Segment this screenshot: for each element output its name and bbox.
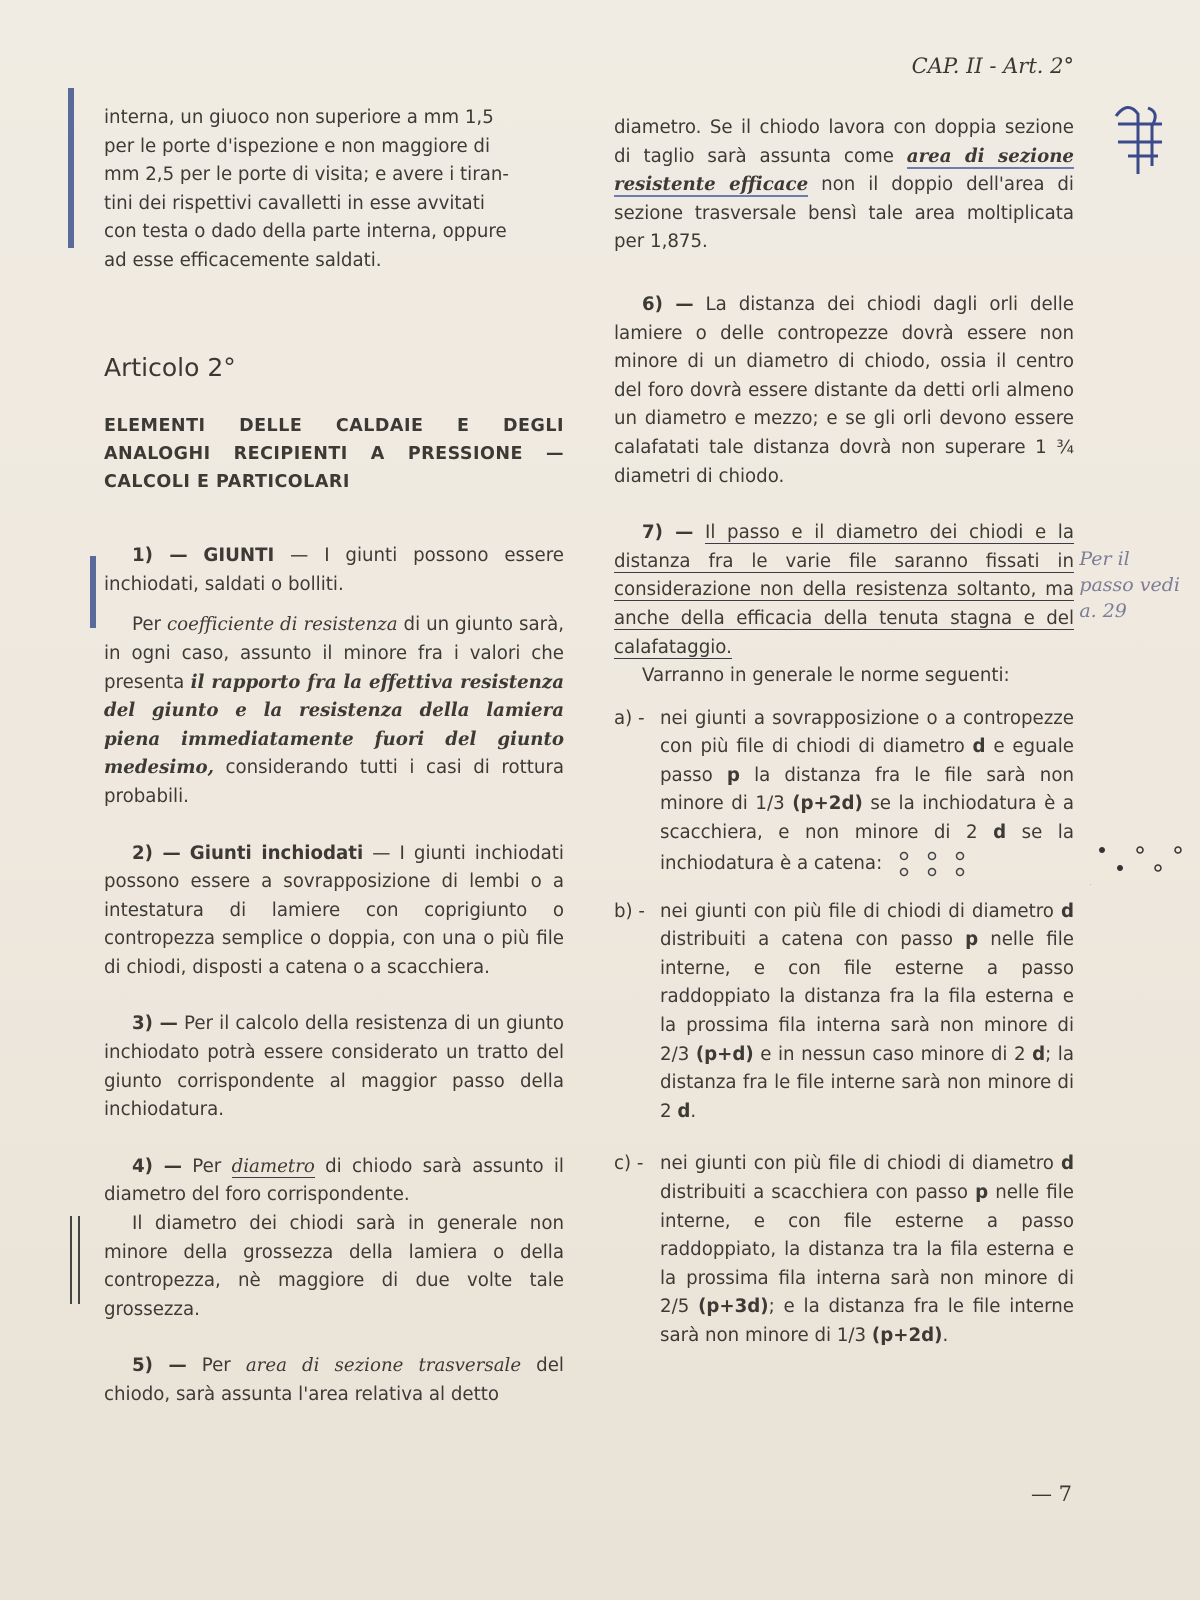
rule-c: c) - nei giunti con più file di chiodi di diametro d distribuiti a scacchiera con passo p nelle file interne, e con file esterne a passo raddoppiato, la distanza tra la fila esterna e la prossima fila interna sarà non minore di 2/5 (p+3d); e la distanza fra le file interne sarà non minore di 1/3 (p+2d). [614,1153,1074,1346]
article-subtitle: ANALOGHI RECIPIENTI A PRESSIONE — [104,444,564,465]
section-4: 4) — Per diametro di chiodo sarà assunto il diametro del foro corrispondente. [104,1155,564,1206]
margin-marker [68,88,74,248]
chain-rivet-diagram [894,848,974,880]
section-7-rules-intro: Varranno in generale le norme seguenti: [642,665,1010,687]
handwritten-doodle [1108,96,1172,182]
section-6: 6) — La distanza dei chiodi dagli orli delle lamiere o delle contropezze dovrà essere non minore di un diametro di chiodo, ossia il centro del foro dovrà essere distante da detti orli almeno un diametro e mezzo; e se gli orli devono essere calafatati tale distanza dovrà non superare 1 ¾ diametri di chiodo. [614,293,1074,487]
page-number: — 7 [1030,1482,1072,1506]
margin-marker [90,556,96,628]
section-3: 3) — Per il calcolo della resistenza di un giunto inchiodato potrà essere considerato un tratto del giunto corrispondente al maggior passo della inchiodatura. [104,1013,564,1121]
section-2: 2) — Giunti inchiodati — I giunti inchiodati possono essere a sovrapposizione di lembi o a intestatura di lamiere con coprigiunto o contropezza semplice o doppia, con una o più file di chiodi, disposti a catena o a scacchiera. [104,842,564,978]
section-5: 5) — Per area di sezione trasversale del chiodo, sarà assunta l'area relativa al detto [104,1355,564,1405]
rule-b: b) - nei giunti con più file di chiodi di diametro d distribuiti a catena con passo p nelle file interne, e con file esterne a passo raddoppiato la distanza fra la fila esterna e la prossima fila interna sarà non minore di 2/3 (p+d) e in nessun caso minore di 2 d; la distanza fra le file interne sarà non minore di 2 d. [614,900,1075,1122]
running-header: CAP. II - Art. 2° [911,54,1074,78]
article-title: Articolo 2° [104,352,236,382]
section-7: 7) — Il passo e il diametro dei chiodi e la distanza fra le varie file saranno fissati in considerazione non della resistenza soltanto, ma anche della efficacia della tenuta stagna e del calafataggio. [614,522,1074,658]
rule-a: a) - nei giunti a sovrapposizione o a contropezze con più file di chiodi di diametro d e eguale passo p la distanza fra le file sarà non minore di 1/3 (p+2d) se la inchiodatura è a scacchiera, e non minore di 2 d se la inchiodatura è a catena: [614,705,1074,880]
section-4-diameter: Il diametro dei chiodi sarà in generale non minore della grossezza della lamiera o della contropezza, nè maggiore di due volte tale grossezza. [104,1213,564,1320]
section-1-coefficient: Per coefficiente di resistenza di un giunto sarà, in ogni caso, assunto il minore fra i valori che presenta il rapporto fra la effettiva resistenza del giunto e la resistenza della lamiera piena immediatamente fuori del giunto medesimo, considerando tutti i casi di rottura probabili. [104,614,565,807]
intro-paragraph: interna, un giuoco non superiore a mm 1,5 per le porte d'ispezione e non maggiore di mm 2,5 per le porte di visita; e avere i tiran- tini dei rispettivi cavalletti in esse avvitati con testa o dado della parte interna, oppure ad esse efficacemente saldati. [104,107,509,271]
section-1: 1) — GIUNTI — I giunti possono essere inchiodati, saldati o bolliti. [104,545,564,595]
margin-marker [70,1216,72,1304]
section-5-continued: diametro. Se il chiodo lavora con doppia sezione di taglio sarà assunta come area di sezione resistente efficace non il doppio dell'area di sezione trasversale bensì tale area moltiplicata per 1,875. [614,117,1074,253]
margin-marker [78,1216,80,1304]
article-subtitle: ELEMENTI DELLE CALDAIE E DEGLI [104,416,564,437]
right-column [614,114,1074,1351]
article-subtitle: CALCOLI E PARTICOLARI [104,472,350,493]
staggered-rivet-sketch [1090,840,1190,900]
left-column [104,104,564,1410]
handwritten-margin-note: Per il passo vedi a. 29 [1079,548,1180,622]
